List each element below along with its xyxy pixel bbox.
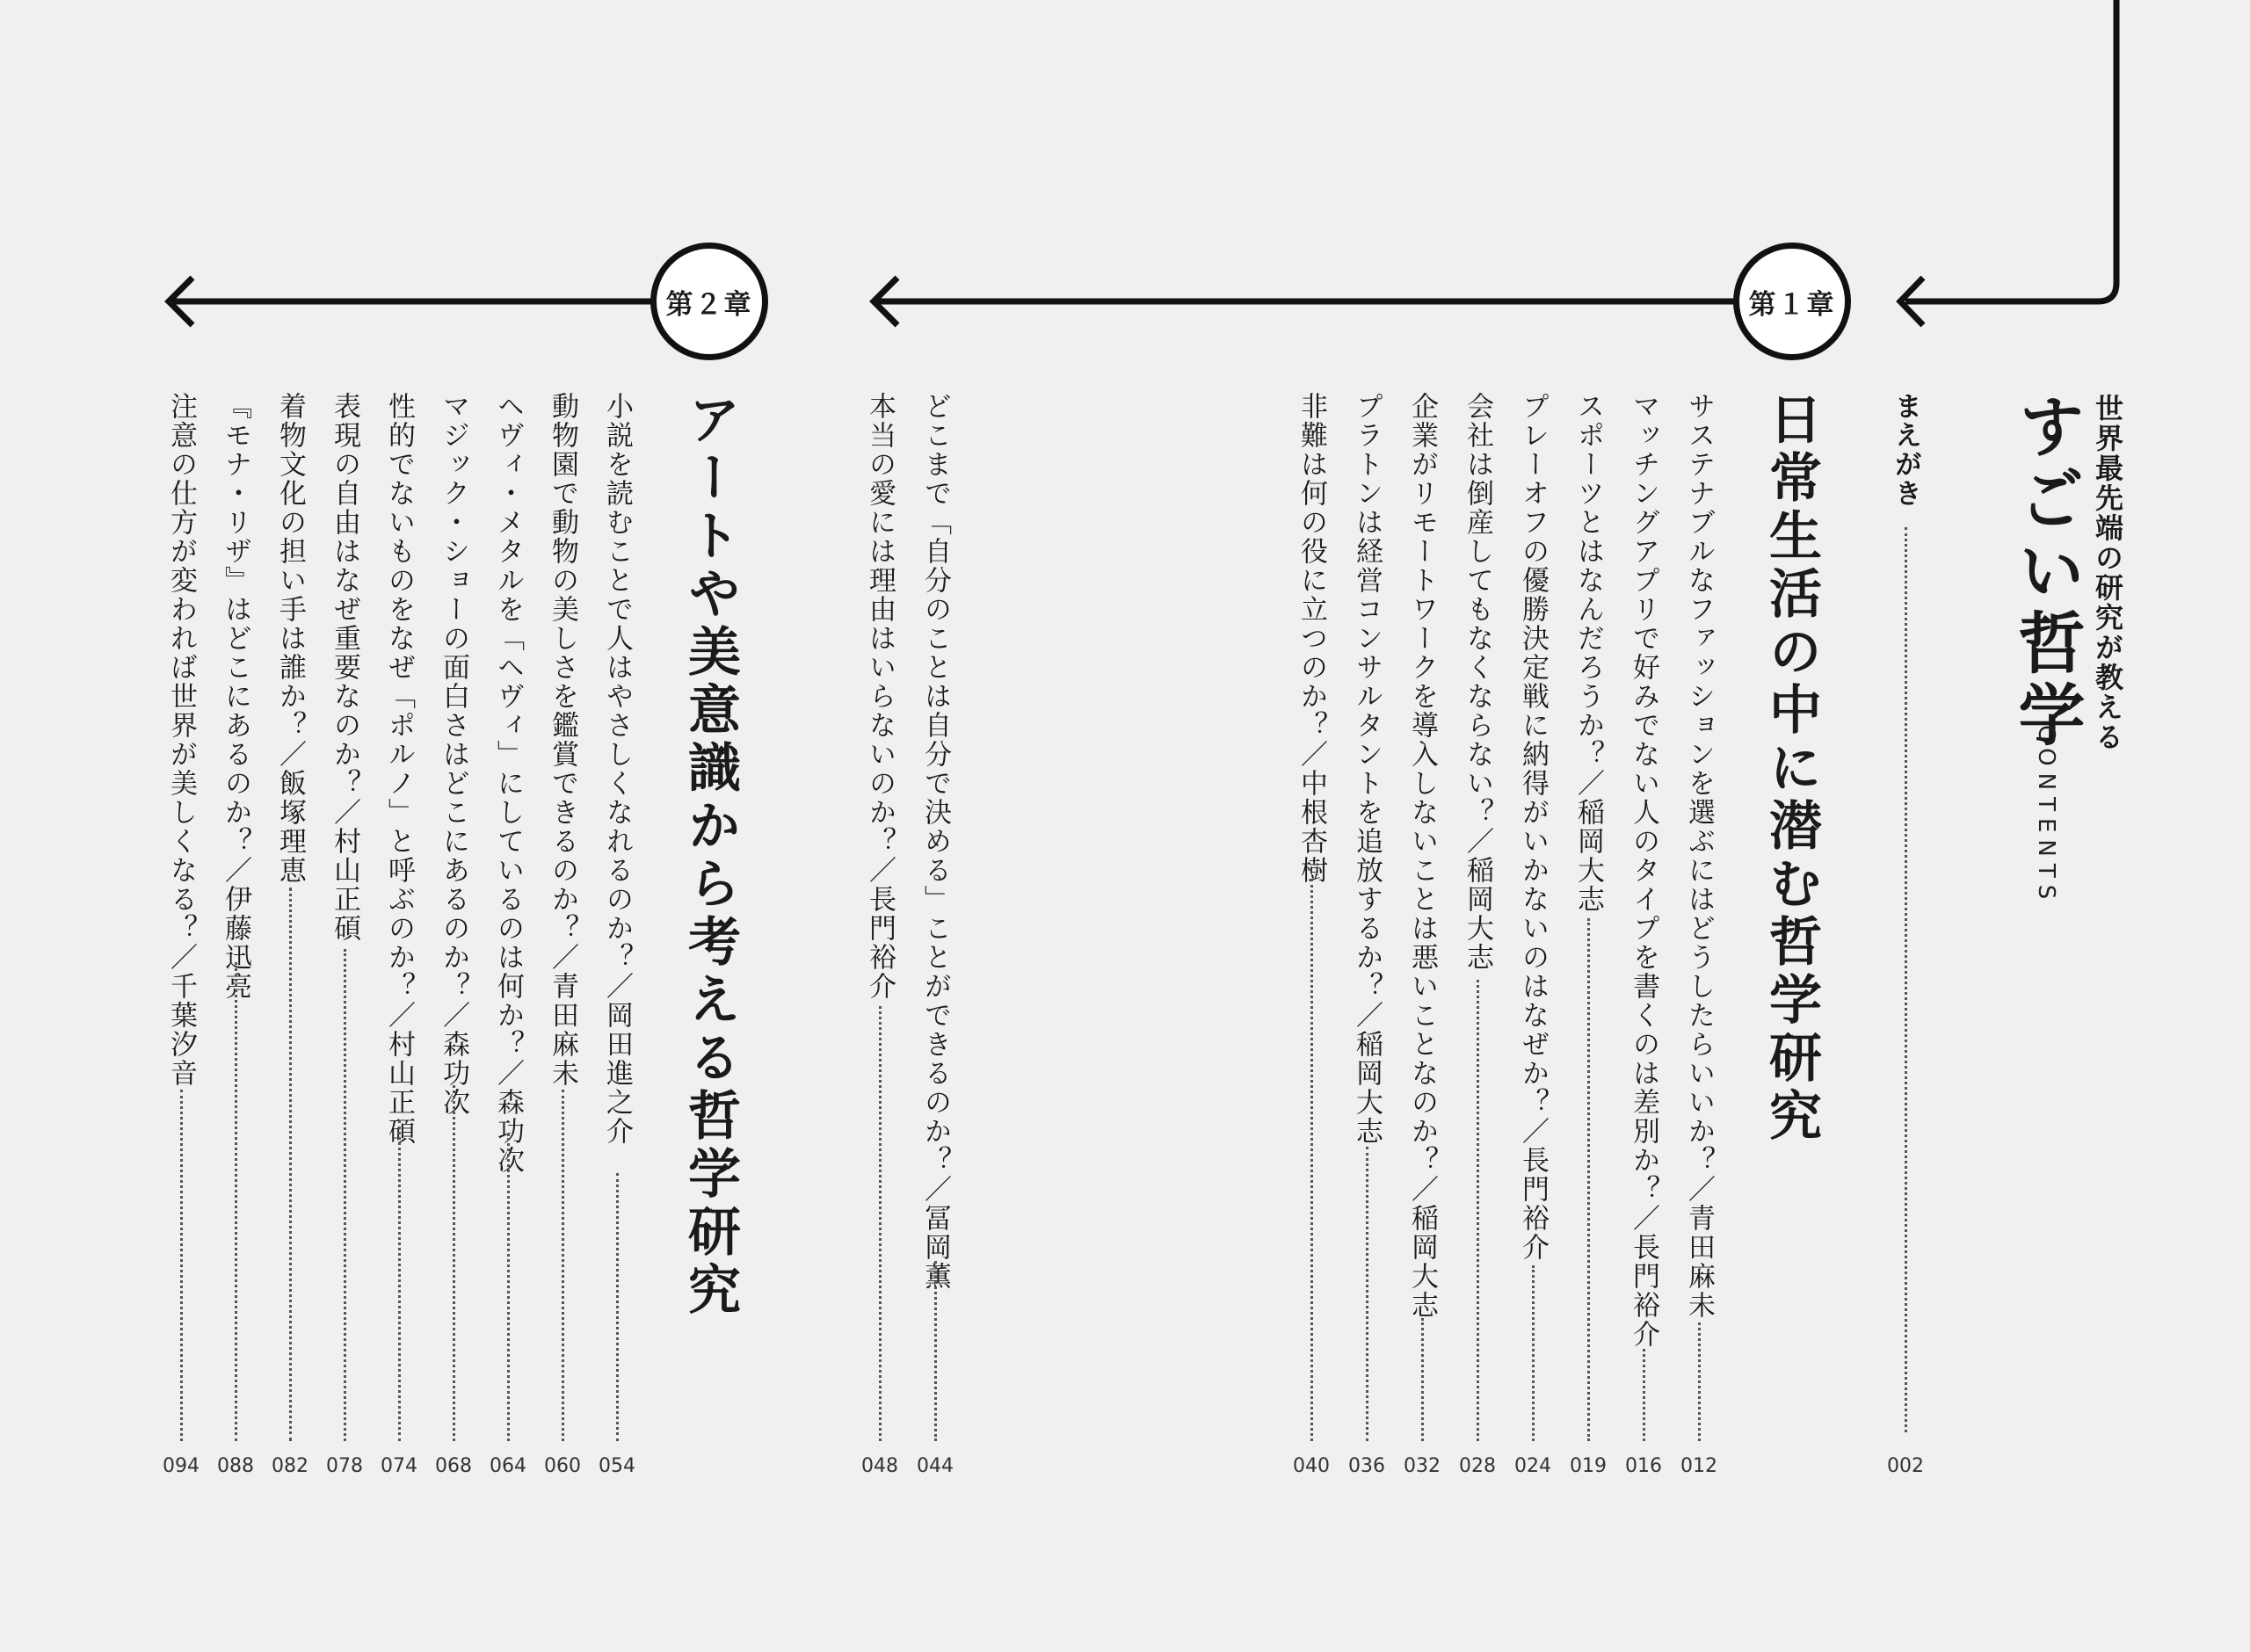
entry-page: 036: [1348, 1455, 1385, 1477]
entry-page: 088: [217, 1455, 254, 1477]
chapter1-title: 日常生活の中に潜む哲学研究: [1760, 392, 1822, 1146]
entry-page: 082: [272, 1455, 308, 1477]
chapter2-badge: 第２章: [650, 243, 768, 360]
chapter2-title: アートや美意識から考える哲学研究: [679, 392, 741, 1320]
list-item[interactable]: どこまで「自分のことは自分で決める」ことができるのか？／冨岡薫: [919, 392, 951, 1291]
entry-page: 094: [163, 1455, 200, 1477]
entry-leader: [180, 1090, 183, 1441]
entry-page: 074: [381, 1455, 417, 1477]
book-title: すごい哲学: [2007, 392, 2086, 752]
entry-leader: [1366, 1147, 1368, 1441]
entry-leader: [1698, 1322, 1701, 1441]
entry-page: 048: [861, 1455, 898, 1477]
entry-leader: [1477, 980, 1479, 1441]
entry-page: 019: [1570, 1455, 1607, 1477]
entry-leader: [934, 1261, 937, 1441]
entry-leader: [879, 1006, 882, 1441]
entry-page: 068: [435, 1455, 472, 1477]
entry-leader: [453, 1085, 455, 1441]
list-item[interactable]: 会社は倒産してもなくならない？／稲岡大志: [1462, 392, 1493, 972]
list-item[interactable]: ヘヴィ・メタルを「ヘヴィ」にしているのは何か？／森功次: [492, 392, 524, 1175]
entry-leader: [344, 949, 346, 1441]
book-subtitle: 世界最先端の研究が教える: [2091, 394, 2124, 752]
entry-page: 044: [917, 1455, 954, 1477]
list-item[interactable]: サステナブルなファッションを選ぶにはどうしたらいいか？／青田麻未: [1683, 392, 1715, 1320]
list-item[interactable]: 小説を読むことで人はやさしくなれるのか？／岡田進之介: [601, 392, 633, 1146]
entry-leader: [1310, 879, 1313, 1441]
chapter1-badge: 第１章: [1733, 243, 1851, 360]
entry-page: 012: [1680, 1455, 1717, 1477]
list-item[interactable]: 表現の自由はなぜ重要なのか？／村山正碩: [329, 392, 360, 943]
entry-page: 040: [1293, 1455, 1330, 1477]
entry-page: 054: [599, 1455, 635, 1477]
entry-leader: [398, 1120, 401, 1441]
list-item[interactable]: 動物園で動物の美しさを鑑賞できるのか？／青田麻未: [547, 392, 578, 1088]
entry-leader: [562, 1090, 564, 1441]
preface-label: まえがき: [1890, 392, 1921, 508]
entry-leader: [616, 1173, 619, 1441]
entry-page: 016: [1625, 1455, 1662, 1477]
list-item[interactable]: 着物文化の担い手は誰か？／飯塚理恵: [274, 392, 306, 885]
entry-leader: [289, 888, 292, 1441]
list-item[interactable]: 注意の仕方が変われば世界が美しくなる？／千葉汐音: [165, 392, 197, 1088]
list-item[interactable]: プラトンは経営コンサルタントを追放するか？／稲岡大志: [1351, 392, 1383, 1146]
preface-page: 002: [1887, 1455, 1924, 1477]
list-item[interactable]: 『モナ・リザ』はどこにあるのか？／伊藤迅亮: [220, 392, 251, 1001]
list-item[interactable]: マッチングアプリで好みでない人のタイプを書くのは差別か？／長門裕介: [1628, 392, 1659, 1349]
list-item[interactable]: マジック・ショーの面白さはどこにあるのか？／森功次: [438, 392, 469, 1117]
entry-page: 024: [1514, 1455, 1551, 1477]
entry-page: 032: [1404, 1455, 1441, 1477]
contents-label: CONTENTS: [2033, 725, 2059, 907]
list-item[interactable]: プレーオフの優勝決定戦に納得がいかないのはなぜか？／長門裕介: [1517, 392, 1549, 1262]
entry-page: 028: [1459, 1455, 1496, 1477]
timeline-line-top: [1916, 0, 2116, 301]
list-item[interactable]: 企業がリモートワークを導入しないことは悪いことなのか？／稲岡大志: [1406, 392, 1438, 1320]
list-item[interactable]: 性的でないものをなぜ「ポルノ」と呼ぶのか？／村山正碩: [383, 392, 415, 1146]
entry-leader: [1643, 1349, 1645, 1441]
entry-leader: [1421, 1318, 1424, 1441]
list-item[interactable]: 非難は何の役に立つのか？／中根杏樹: [1296, 392, 1327, 885]
entry-leader: [1532, 1265, 1535, 1441]
entry-leader: [1587, 918, 1590, 1441]
list-item[interactable]: スポーツとはなんだろうか？／稲岡大志: [1572, 392, 1604, 914]
list-item[interactable]: 本当の愛には理由はいらないのか？／長門裕介: [864, 392, 896, 1001]
entry-page: 064: [490, 1455, 526, 1477]
entry-leader: [507, 1134, 510, 1441]
entry-page: 060: [544, 1455, 581, 1477]
preface-leader: [1905, 527, 1907, 1432]
entry-page: 078: [326, 1455, 363, 1477]
entry-leader: [235, 962, 237, 1441]
